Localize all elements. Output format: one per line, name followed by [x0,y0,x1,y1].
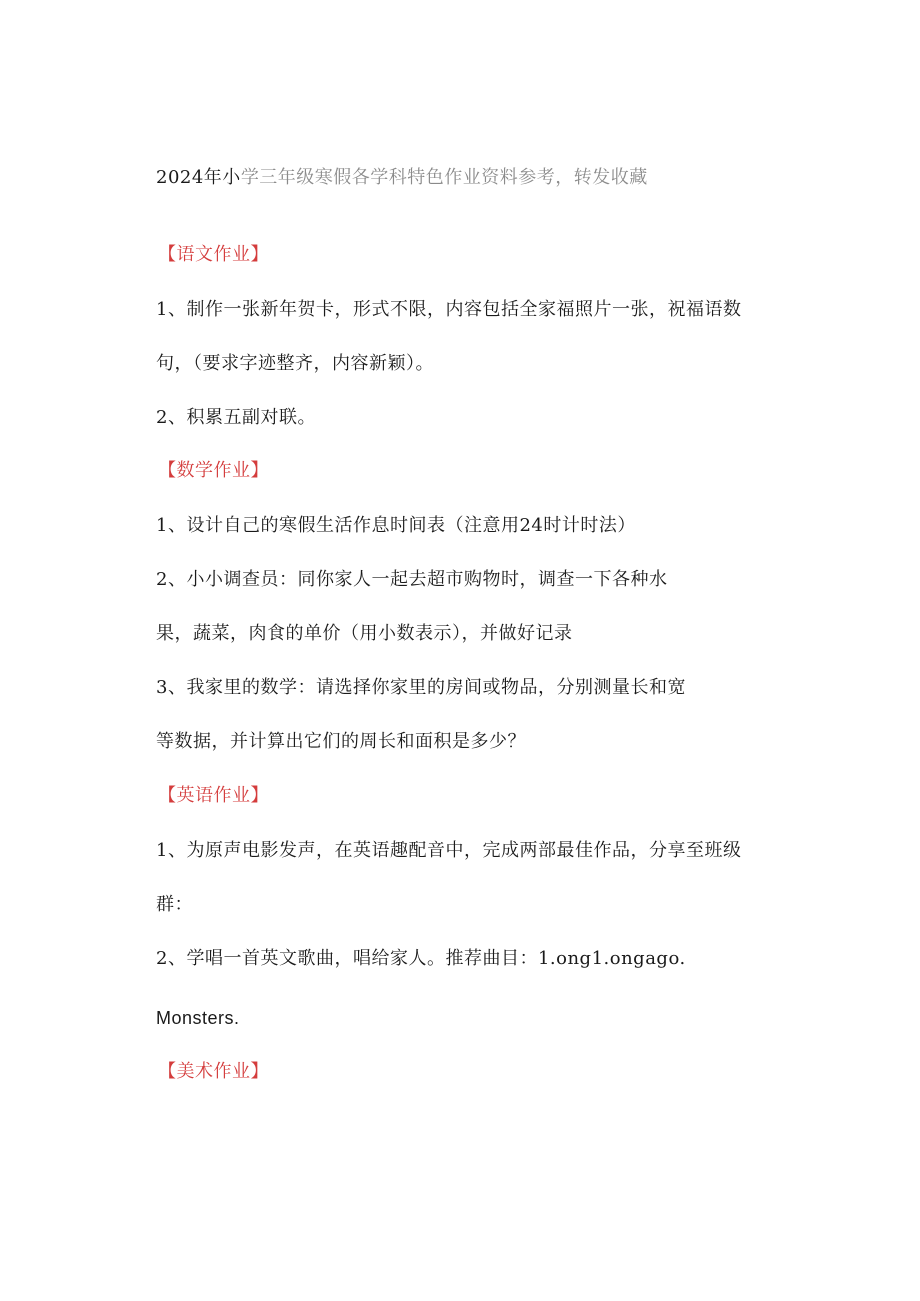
math-line-5: 等数据，并计算出它们的周长和面积是多少？ [156,731,526,752]
section-heading-math: 【数学作业】 [158,460,269,481]
title-light-part: 学三年级寒假各学科特色作业资料参考，转发收藏 [240,167,648,188]
math-line-2: 2、小小调查员：同你家人一起去超市购物时，调查一下各种水 [156,569,668,590]
document-title [156,166,648,190]
section-heading-chinese: 【语文作业】 [158,244,269,265]
english-line-3: 2、学唱一首英文歌曲，唱给家人。推荐曲目：1.ong1.ongago. [156,948,686,969]
math-line-3: 果，蔬菜，肉食的单价（用小数表示），并做好记录 [156,623,573,644]
section-heading-english: 【英语作业】 [158,785,269,806]
chinese-line-2: 句，（要求字迹整齐，内容新颖）。 [156,353,434,374]
section-heading-art: 【美术作业】 [158,1061,269,1082]
chinese-line-1: 1、制作一张新年贺卡，形式不限，内容包括全家福照片一张，祝福语数 [156,299,742,320]
math-line-1: 1、设计自己的寒假生活作息时间表（注意用24时计时法） [156,515,636,536]
english-line-2: 群： [156,894,193,915]
title-dark-part: 2024年小 [156,167,241,188]
math-line-4: 3、我家里的数学：请选择你家里的房间或物品，分别测量长和宽 [156,677,686,698]
english-line-1: 1、为原声电影发声，在英语趣配音中，完成两部最佳作品，分享至班级 [156,840,742,861]
chinese-line-3: 2、积累五副对联。 [156,407,316,428]
english-line-4: Monsters. [156,1008,240,1028]
